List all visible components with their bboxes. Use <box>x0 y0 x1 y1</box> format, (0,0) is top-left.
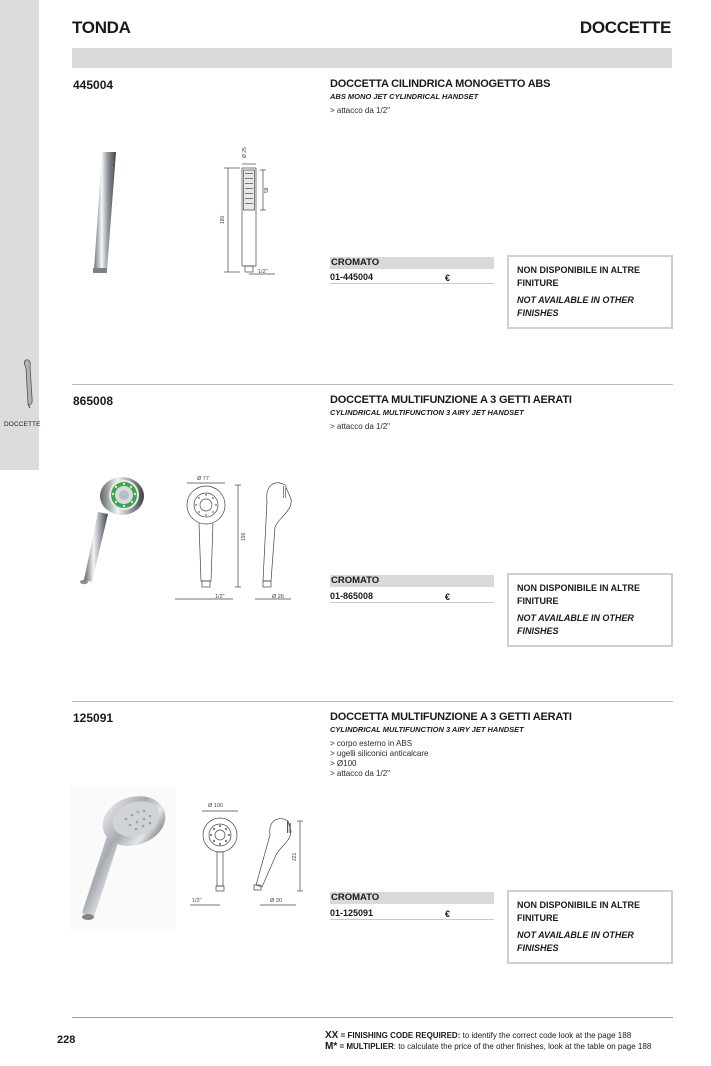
finish-code: 01-445004 <box>330 272 374 282</box>
footer-notes <box>325 1030 651 1052</box>
product-notes <box>330 739 429 779</box>
product-code: 445004 <box>73 78 114 92</box>
finish-code: 01-125091 <box>330 908 374 918</box>
dim-base: Ø 30 <box>270 898 282 904</box>
dim-thread: 1/2" <box>258 269 268 275</box>
footer-divider <box>72 1017 673 1018</box>
product-code: 125091 <box>73 711 114 725</box>
dim-head: Ø 100 <box>208 803 223 809</box>
product-note: > attacco da 1/2" <box>330 769 390 778</box>
collection-title: TONDA <box>72 18 131 37</box>
product-subtitle: ABS MONO JET CYLINDRICAL HANDSET <box>330 92 479 101</box>
dim-length: 180 <box>220 215 226 224</box>
dim-length: 221 <box>292 852 298 861</box>
dim-top: Ø 25 <box>242 147 248 158</box>
product-note: > Ø100 <box>330 759 357 768</box>
product-block <box>0 701 711 1019</box>
price-currency: € <box>445 909 451 919</box>
finish-label: CROMATO <box>330 257 494 269</box>
product-photo <box>76 474 148 592</box>
price-line <box>330 919 494 920</box>
product-photo <box>70 785 176 931</box>
finish-label: CROMATO <box>330 575 494 587</box>
section-divider <box>72 384 673 385</box>
dim-base: Ø 26 <box>272 594 284 600</box>
product-code: 865008 <box>73 394 114 408</box>
price-currency: € <box>445 273 451 283</box>
page-number: 228 <box>57 1034 76 1046</box>
product-photo <box>80 150 130 275</box>
product-title: DOCCETTA CILINDRICA MONOGETTO ABS <box>330 78 551 90</box>
section-divider <box>72 701 673 702</box>
product-block <box>0 68 711 386</box>
availability-en: NOT AVAILABLE IN OTHER FINISHES <box>517 613 634 636</box>
dim-head: Ø 77 <box>197 476 209 482</box>
technical-drawing <box>210 146 280 281</box>
m-label: = MULTIPLIER <box>337 1042 394 1051</box>
product-note: > ugelli siliconici anticalcare <box>330 749 429 758</box>
availability-box <box>507 255 673 329</box>
availability-it: NON DISPONIBILE IN ALTRE FINITURE <box>517 900 641 923</box>
availability-box <box>507 890 673 964</box>
dim-length: 196 <box>241 532 247 541</box>
availability-en: NOT AVAILABLE IN OTHER FINISHES <box>517 295 634 318</box>
product-subtitle: CYLINDRICAL MULTIFUNCTION 3 AIRY JET HANDSET <box>330 725 524 734</box>
m-text: : to calculate the price of the other finishes, look at the table on page 188 <box>393 1042 652 1051</box>
dim-thread: 1/2" <box>215 594 225 600</box>
product-title: DOCCETTA MULTIFUNZIONE A 3 GETTI AERATI <box>330 394 572 406</box>
dim-thread: 1/2" <box>192 898 202 904</box>
product-block <box>0 384 711 702</box>
finishing-code-note <box>325 1030 651 1041</box>
price-currency: € <box>445 592 451 602</box>
availability-it: NON DISPONIBILE IN ALTRE FINITURE <box>517 265 641 288</box>
price-line <box>330 602 494 603</box>
xx-text: to identify the correct code look at the page 188 <box>460 1031 632 1040</box>
side-tab-label: DOCCETTE <box>4 421 41 428</box>
availability-box <box>507 573 673 647</box>
m-key: M* <box>325 1041 338 1052</box>
technical-drawing <box>190 795 310 907</box>
product-notes <box>330 106 390 116</box>
availability-it: NON DISPONIBILE IN ALTRE FINITURE <box>517 583 641 606</box>
finish-label: CROMATO <box>330 892 494 904</box>
xx-label: = FINISHING CODE REQUIRED: <box>338 1031 461 1040</box>
product-note: > attacco da 1/2" <box>330 106 390 115</box>
dim-head: 58 <box>264 187 270 193</box>
technical-drawing <box>175 471 305 606</box>
product-title: DOCCETTA MULTIFUNZIONE A 3 GETTI AERATI <box>330 711 572 723</box>
header-band <box>72 48 672 68</box>
finish-code: 01-865008 <box>330 591 374 601</box>
price-line <box>330 283 494 284</box>
category-title: DOCCETTE <box>579 18 671 37</box>
product-note: > corpo esterno in ABS <box>330 739 413 748</box>
product-notes <box>330 422 390 432</box>
product-subtitle: CYLINDRICAL MULTIFUNCTION 3 AIRY JET HANDSET <box>330 408 524 417</box>
availability-en: NOT AVAILABLE IN OTHER FINISHES <box>517 930 634 953</box>
xx-key: XX <box>325 1030 339 1041</box>
multiplier-note <box>325 1041 651 1052</box>
product-note: > attacco da 1/2" <box>330 422 390 431</box>
